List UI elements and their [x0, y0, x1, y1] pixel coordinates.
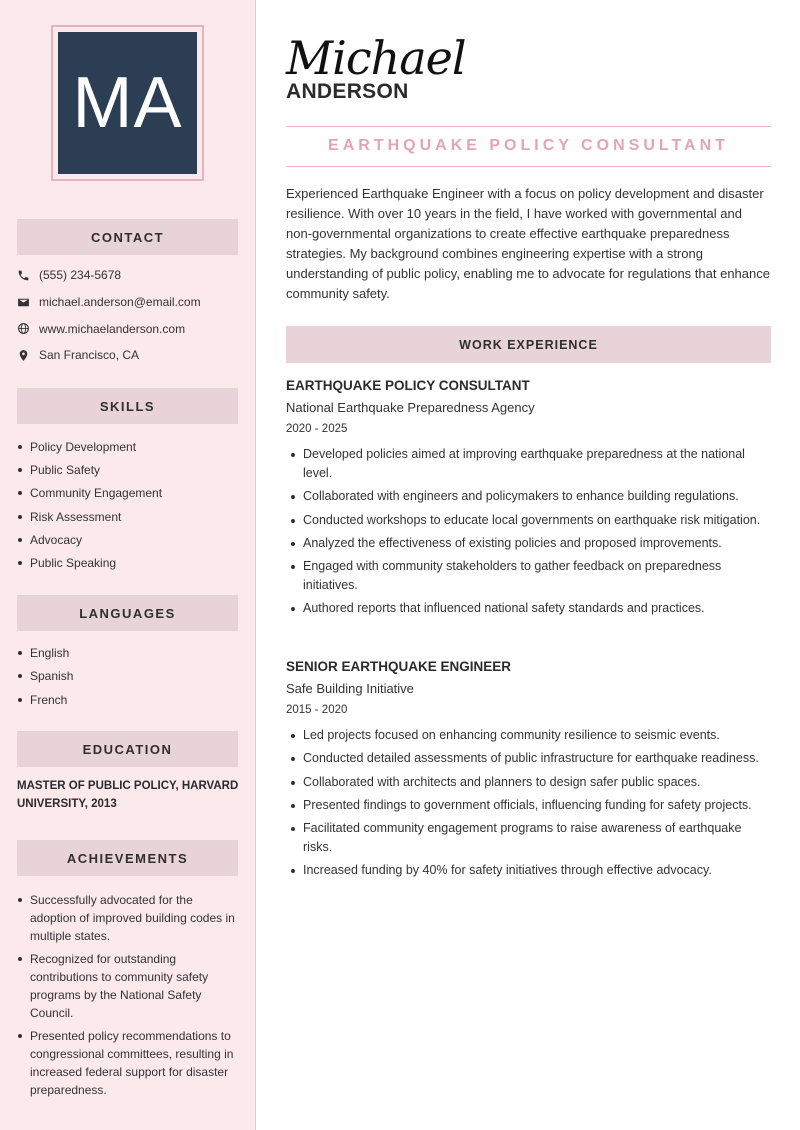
list-item: Increased funding by 40% for safety initiatives through effective advocacy. [286, 861, 771, 880]
achievements-list [17, 891, 242, 1104]
list-item: Authored reports that influenced national safety standards and practices. [286, 599, 771, 618]
job-entry [286, 659, 771, 885]
contact-email-text[interactable]: michael.anderson@email.com [39, 295, 201, 310]
list-item: Engaged with community stakeholders to gather feedback on preparedness initiatives. [286, 557, 771, 595]
contact-list [17, 262, 242, 369]
achievements-heading: ACHIEVEMENTS [17, 840, 238, 876]
contact-location [17, 342, 242, 369]
job-organization: Safe Building Initiative [286, 681, 414, 696]
list-item: Advocacy [17, 531, 242, 549]
contact-heading: CONTACT [17, 219, 238, 255]
list-item: Policy Development [17, 438, 242, 456]
list-item: English [17, 644, 242, 662]
monogram: MA [58, 32, 197, 174]
mail-icon [17, 296, 30, 309]
list-item: Collaborated with architects and planners to design safer public spaces. [286, 773, 771, 792]
list-item: Facilitated community engagement programs to raise awareness of earthquake risks. [286, 819, 771, 857]
languages-heading: LANGUAGES [17, 595, 238, 631]
summary: Experienced Earthquake Engineer with a focus on policy development and disaster resilience. With over 10 years in the field, I have worked with governmental and non-governmental organizations to create effective earthquake preparedness strategies. My background combines engineering expertise with a strong understanding of public policy, enabling me to advocate for regulations that enhance community safety. [286, 186, 770, 301]
job-organization: National Earthquake Preparedness Agency [286, 400, 535, 415]
job-entry [286, 378, 771, 623]
list-item: Successfully advocated for the adoption of improved building codes in multiple states. [17, 891, 242, 945]
job-bullets [286, 445, 771, 618]
list-item: Presented policy recommendations to congressional committees, resulting in increased federal support for disaster preparedness. [17, 1027, 242, 1099]
title-divider-bottom [286, 166, 771, 167]
list-item: Led projects focused on enhancing community resilience to seismic events. [286, 726, 771, 745]
job-dates: 2020 - 2025 [286, 423, 348, 435]
contact-phone [17, 262, 242, 289]
sidebar [0, 0, 256, 1130]
contact-website-text[interactable]: www.michaelanderson.com [39, 321, 186, 336]
title-divider-top [286, 126, 771, 127]
last-name: ANDERSON [286, 80, 409, 103]
list-item: Conducted detailed assessments of public infrastructure for earthquake readiness. [286, 749, 771, 768]
list-item: Presented findings to government officials, influencing funding for safety projects. [286, 796, 771, 815]
work-experience-heading: WORK EXPERIENCE [286, 326, 771, 363]
job-dates: 2015 - 2020 [286, 704, 348, 716]
list-item: Conducted workshops to educate local governments on earthquake risk mitigation. [286, 511, 771, 530]
phone-icon [17, 269, 30, 282]
contact-location-text: San Francisco, CA [39, 348, 140, 363]
list-item: Community Engagement [17, 484, 242, 502]
contact-website [17, 315, 242, 342]
list-item: Public Speaking [17, 554, 242, 572]
list-item: Spanish [17, 667, 242, 685]
skills-list [17, 438, 242, 577]
contact-phone-text: (555) 234-5678 [39, 268, 122, 283]
globe-icon [17, 322, 30, 335]
list-item: Analyzed the effectiveness of existing policies and proposed improvements. [286, 534, 771, 553]
list-item: Recognized for outstanding contributions to community safety programs by the National Safety Council. [17, 950, 242, 1022]
list-item: Public Safety [17, 461, 242, 479]
list-item: French [17, 691, 242, 709]
list-item: Risk Assessment [17, 508, 242, 526]
education-heading: EDUCATION [17, 731, 238, 767]
skills-heading: SKILLS [17, 388, 238, 424]
monogram-frame [51, 25, 204, 181]
job-role: SENIOR EARTHQUAKE ENGINEER [286, 659, 512, 674]
job-bullets [286, 726, 771, 880]
list-item: Developed policies aimed at improving earthquake preparedness at the national level. [286, 445, 771, 483]
first-name: Michael [286, 31, 466, 85]
list-item: Collaborated with engineers and policymakers to enhance building regulations. [286, 487, 771, 506]
languages-list [17, 644, 242, 714]
job-title: EARTHQUAKE POLICY CONSULTANT [328, 137, 729, 154]
contact-email [17, 289, 242, 316]
job-role: EARTHQUAKE POLICY CONSULTANT [286, 378, 530, 393]
education-entry: MASTER OF PUBLIC POLICY, HARVARD UNIVERSITY, 2013 [17, 780, 239, 810]
location-pin-icon [17, 349, 30, 362]
